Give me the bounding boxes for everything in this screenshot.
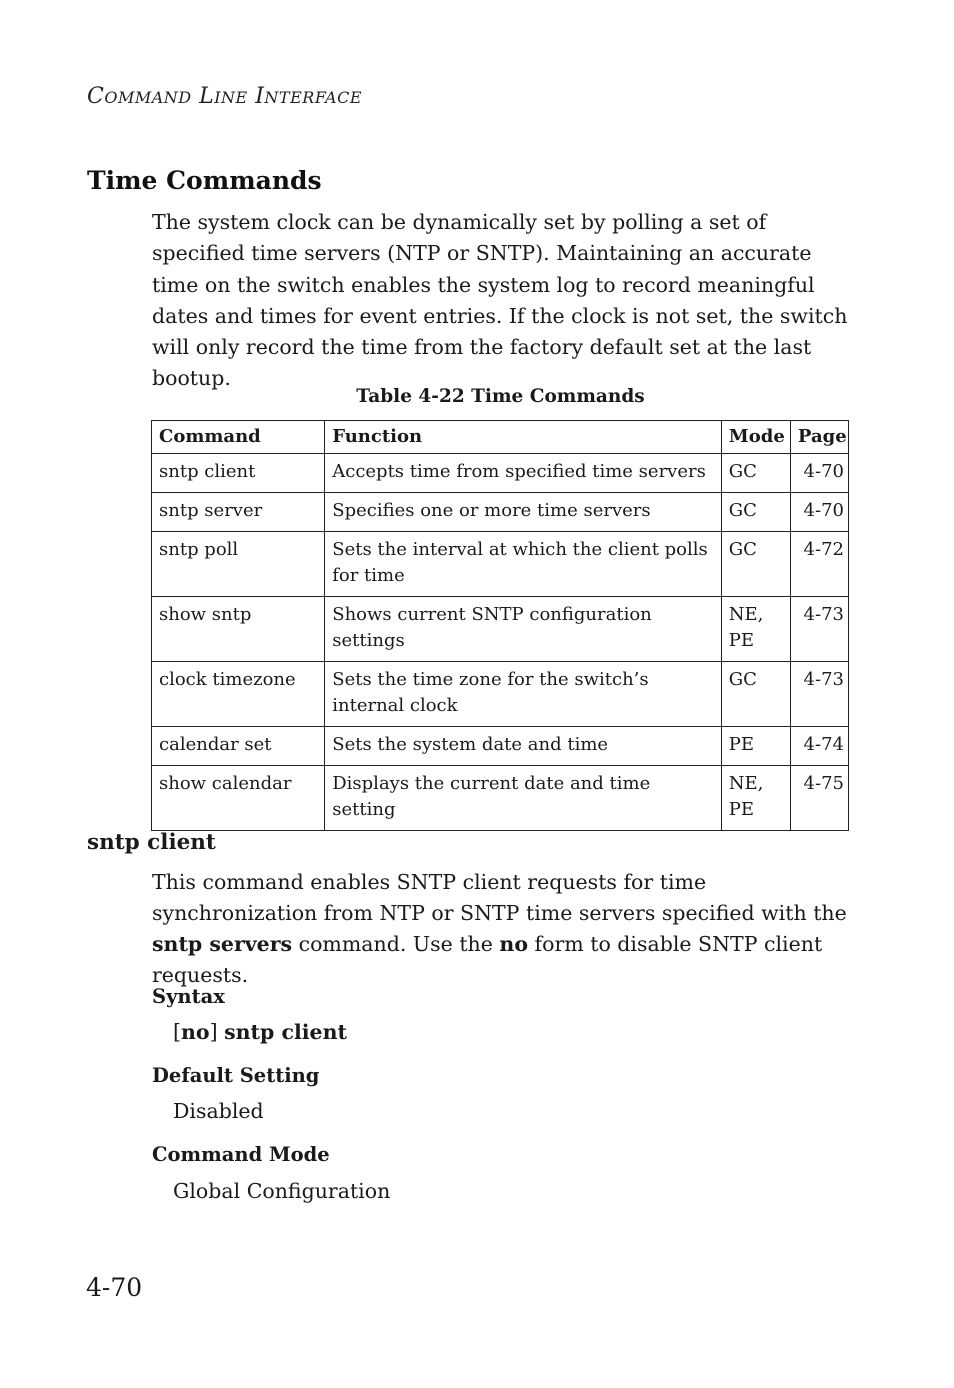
syntax-keyword: no (181, 1020, 210, 1044)
cell-page: 4-73 (790, 597, 848, 662)
syntax-command: sntp client (224, 1020, 347, 1044)
header-page: Page (790, 421, 848, 454)
cell-page: 4-74 (790, 727, 848, 766)
running-head-cap: L (199, 84, 215, 109)
desc-text: command. Use the (292, 932, 500, 956)
table-row (152, 532, 849, 597)
table-row (152, 766, 849, 831)
cell-page: 4-72 (790, 532, 848, 597)
cell-function: Sets the time zone for the switch’s internal clock (325, 662, 722, 727)
cell-page: 4-73 (790, 662, 848, 727)
desc-text: form to disable SNTP client requests. (152, 932, 823, 987)
default-setting-label: Default Setting (152, 1064, 320, 1087)
table-header-row (152, 421, 849, 454)
cell-command: sntp server (152, 493, 325, 532)
command-mode-value: Global Configuration (173, 1179, 391, 1203)
cell-mode: PE (721, 727, 790, 766)
running-head-small: NTERFACE (264, 88, 363, 107)
cell-function: Sets the interval at which the client polls for time (325, 532, 722, 597)
running-head-small: OMMAND (104, 88, 192, 107)
cell-mode: GC (721, 662, 790, 727)
running-head-small: INE (214, 88, 248, 107)
default-setting-value: Disabled (173, 1099, 264, 1123)
cell-mode: GC (721, 532, 790, 597)
table-row (152, 662, 849, 727)
table-row (152, 493, 849, 532)
running-head-cap: C (87, 84, 105, 109)
header-mode: Mode (721, 421, 790, 454)
table-row (152, 597, 849, 662)
time-commands-table (151, 420, 849, 831)
running-head (87, 84, 362, 109)
desc-command-ref: sntp servers (152, 932, 293, 956)
cell-mode: NE, PE (721, 597, 790, 662)
command-mode-label: Command Mode (152, 1143, 330, 1166)
cell-mode: GC (721, 493, 790, 532)
table-caption: Table 4-22 Time Commands (356, 386, 645, 407)
cell-mode: NE, PE (721, 766, 790, 831)
syntax-bracket: [ (173, 1020, 181, 1044)
command-description (152, 867, 852, 991)
cell-command: clock timezone (152, 662, 325, 727)
header-function: Function (325, 421, 722, 454)
section-title: Time Commands (87, 166, 322, 195)
cell-function: Displays the current date and time setting (325, 766, 722, 831)
syntax-label: Syntax (152, 985, 225, 1008)
cell-page: 4-70 (790, 493, 848, 532)
cell-function: Specifies one or more time servers (325, 493, 722, 532)
header-command: Command (152, 421, 325, 454)
running-head-cap: I (255, 84, 265, 109)
table-row (152, 454, 849, 493)
desc-text: This command enables SNTP client requests for time synchronization from NTP or SNTP time servers specified with the (152, 870, 847, 925)
desc-keyword: no (499, 932, 528, 956)
cell-page: 4-75 (790, 766, 848, 831)
cell-command: show sntp (152, 597, 325, 662)
cell-command: calendar set (152, 727, 325, 766)
cell-command: show calendar (152, 766, 325, 831)
syntax-value (173, 1020, 347, 1044)
table-row (152, 727, 849, 766)
cell-function: Accepts time from specified time servers (325, 454, 722, 493)
cell-page: 4-70 (790, 454, 848, 493)
cell-command: sntp poll (152, 532, 325, 597)
cell-function: Shows current SNTP configuration settings (325, 597, 722, 662)
cell-command: sntp client (152, 454, 325, 493)
syntax-bracket: ] (209, 1020, 225, 1044)
cell-function: Sets the system date and time (325, 727, 722, 766)
page-number: 4-70 (86, 1273, 143, 1302)
subsection-title: sntp client (87, 830, 216, 855)
intro-paragraph: The system clock can be dynamically set by polling a set of specified time servers (NTP or SNTP). Maintaining an accurate time on the switch enables the system log to record meaningful dates and times for event entries. If the clock is not set, the switch will only record the time from the factory default set at the last bootup. (152, 210, 848, 391)
cell-mode: GC (721, 454, 790, 493)
